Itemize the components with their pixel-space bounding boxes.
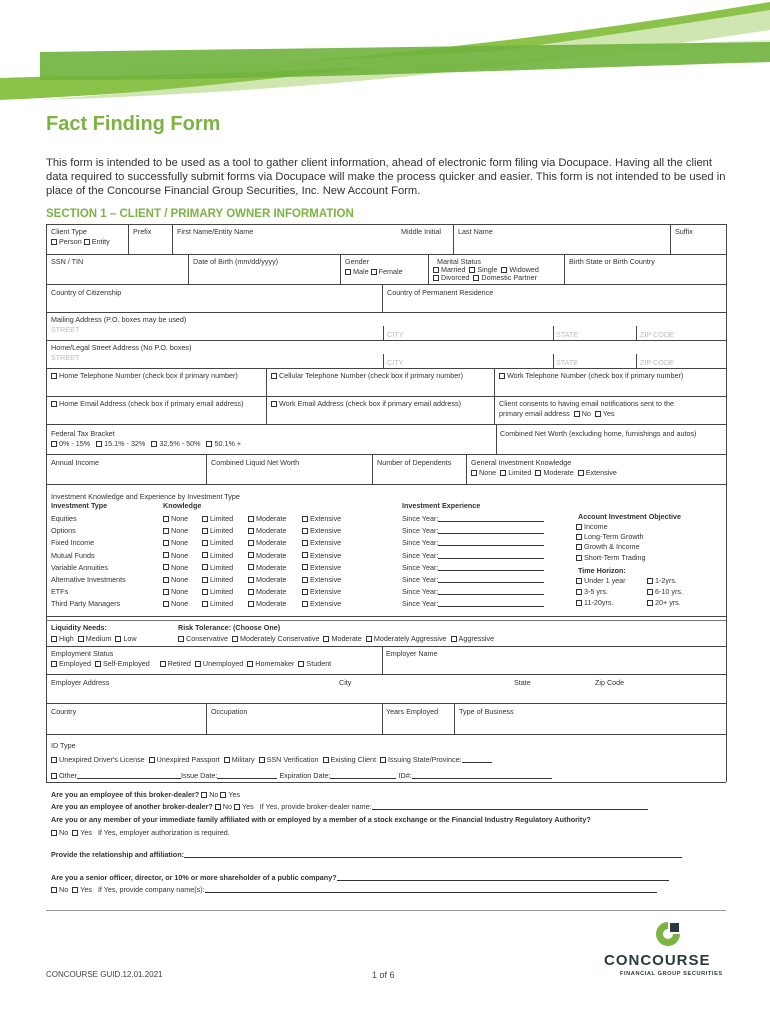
horizon-h1[interactable]: Under 1 year: [576, 576, 626, 585]
q4-row[interactable]: Provide the relationship and affiliation:: [51, 850, 682, 859]
suffix-field[interactable]: Suffix: [675, 227, 693, 236]
partner-checkbox[interactable]: [473, 275, 479, 281]
inv-type-label: Third Party Managers: [51, 599, 121, 609]
id-type-options[interactable]: Unexpired Driver's License Unexpired Passport Military SSN Verification Existing Client Issuing State/Province:: [51, 755, 492, 764]
annual-income-field[interactable]: Annual Income: [51, 458, 99, 467]
business-type-field[interactable]: Type of Business: [459, 707, 514, 716]
since-year-field[interactable]: Since Year:: [402, 551, 544, 560]
since-year-input[interactable]: [438, 538, 544, 546]
since-year-input[interactable]: [438, 526, 544, 534]
inv-e-checkbox[interactable]: [302, 552, 308, 558]
q2-no-checkbox[interactable]: [215, 804, 221, 810]
inv-e-checkbox[interactable]: [302, 564, 308, 570]
obj-stt-checkbox[interactable]: [576, 555, 582, 561]
objective-income[interactable]: Income: [576, 522, 608, 531]
inv-n-checkbox[interactable]: [163, 552, 169, 558]
gk-extensive-checkbox[interactable]: [578, 470, 584, 476]
inv-type-header: Investment Type: [51, 501, 108, 510]
inv-level-option[interactable]: None: [163, 514, 188, 523]
inv-l-checkbox[interactable]: [202, 528, 208, 534]
inv-type-label: Alternative Investments: [51, 575, 126, 584]
other-input[interactable]: [77, 771, 181, 779]
employment-options[interactable]: Employed Self-Employed Retired Unemployed Homemaker Student: [51, 659, 331, 668]
employer-name-field[interactable]: Employer Name: [386, 649, 438, 658]
inv-level-option[interactable]: Limited: [202, 526, 233, 535]
liq-high-checkbox[interactable]: [51, 636, 57, 642]
inv-e-checkbox[interactable]: [302, 516, 308, 522]
married-checkbox[interactable]: [433, 267, 439, 273]
q3-yes-checkbox[interactable]: [72, 830, 78, 836]
employer-city-field[interactable]: City: [339, 678, 352, 687]
issuing-input[interactable]: [462, 755, 492, 763]
inv-level-option[interactable]: Extensive: [302, 575, 341, 584]
dob-field[interactable]: Date of Birth (mm/dd/yyyy): [193, 257, 279, 266]
entity-checkbox[interactable]: [84, 239, 90, 245]
horizon-h5[interactable]: 11-20yrs.: [576, 598, 613, 607]
objective-label: Account Investment Objective: [578, 512, 682, 521]
emp-unemployed-checkbox[interactable]: [195, 661, 201, 667]
since-year-input[interactable]: [438, 551, 544, 559]
id-other-row[interactable]: Other Issue Date: Expiration Date: ID#:: [51, 771, 552, 780]
header-banner: [0, 0, 770, 100]
h1-checkbox[interactable]: [576, 578, 582, 584]
inv-level-option[interactable]: Limited: [202, 575, 233, 584]
client-type-options[interactable]: Person Entity: [51, 237, 110, 246]
inv-level-option[interactable]: Limited: [202, 563, 233, 572]
page-title: Fact Finding Form: [46, 113, 221, 135]
tax-bracket-options[interactable]: 0% - 15% 15.1% - 32% 32.5% - 50% 50.1% +: [51, 439, 241, 448]
inv-m-checkbox[interactable]: [248, 589, 254, 595]
risk-options[interactable]: Conservative Moderately Conservative Moderate Moderately Aggressive Aggressive: [178, 634, 494, 643]
work-tel-field[interactable]: Work Telephone Number (check box if primary number): [499, 371, 683, 380]
id-passport-checkbox[interactable]: [149, 757, 155, 763]
liquid-net-worth-field[interactable]: Combined Liquid Net Worth: [211, 458, 300, 467]
home-tel-field[interactable]: Home Telephone Number (check box if primary number): [51, 371, 238, 380]
q5-yes-checkbox[interactable]: [72, 887, 78, 893]
id-issuing-checkbox[interactable]: [380, 757, 386, 763]
country-field[interactable]: Country: [51, 707, 77, 716]
since-year-input[interactable]: [438, 563, 544, 571]
since-year-field[interactable]: Since Year:: [402, 587, 544, 596]
emp-self-checkbox[interactable]: [95, 661, 101, 667]
inv-level-option[interactable]: Moderate: [248, 563, 286, 572]
prefix-field[interactable]: Prefix: [133, 227, 152, 236]
tax4-checkbox[interactable]: [206, 441, 212, 447]
inv-level-option[interactable]: Moderate: [248, 599, 286, 608]
emp-student-checkbox[interactable]: [298, 661, 304, 667]
intro-text: This form is intended to be used as a tool to gather client information, ahead of electronic form filing via Docupace. Having all the client data required to successfully submit forms via Docupace will make the process quicker and easier. This form is not intended to be used in place of the Concourse Financial Group Securities, Inc. New Account Form.: [46, 157, 726, 197]
inv-header: Investment Knowledge and Experience by Investment Type: [51, 492, 240, 501]
q1-yes-checkbox[interactable]: [220, 792, 226, 798]
inv-n-checkbox[interactable]: [163, 577, 169, 583]
gen-knowledge-options[interactable]: None Limited Moderate Extensive: [471, 468, 617, 477]
inv-l-checkbox[interactable]: [202, 516, 208, 522]
id-military-checkbox[interactable]: [224, 757, 230, 763]
home-address-label: Home/Legal Street Address (No P.O. boxes): [51, 343, 192, 352]
birth-state-field[interactable]: Birth State or Birth Country: [569, 257, 655, 266]
mailing-city[interactable]: CITY: [387, 330, 404, 339]
inv-n-checkbox[interactable]: [163, 601, 169, 607]
inv-l-checkbox[interactable]: [202, 577, 208, 583]
since-year-field[interactable]: Since Year:: [402, 514, 544, 523]
since-year-input[interactable]: [438, 599, 544, 607]
inv-m-checkbox[interactable]: [248, 540, 254, 546]
obj-income-checkbox[interactable]: [576, 524, 582, 530]
horizon-h3[interactable]: 3-5 yrs.: [576, 587, 608, 596]
inv-type-label: Fixed Income: [51, 538, 95, 548]
inv-level-option[interactable]: None: [163, 538, 188, 547]
employer-state-field[interactable]: State: [514, 678, 531, 687]
tax2-checkbox[interactable]: [96, 441, 102, 447]
q2-input[interactable]: [372, 802, 648, 810]
since-year-field[interactable]: Since Year:: [402, 599, 544, 608]
work-tel-checkbox[interactable]: [499, 373, 505, 379]
q2-yes-checkbox[interactable]: [234, 804, 240, 810]
inv-e-checkbox[interactable]: [302, 540, 308, 546]
inv-type-label: Options: [51, 526, 76, 536]
dependents-field[interactable]: Number of Dependents: [377, 458, 452, 467]
tax3-checkbox[interactable]: [151, 441, 157, 447]
single-checkbox[interactable]: [469, 267, 475, 273]
inv-type-label: Mutual Funds: [51, 550, 95, 560]
id-ssn-checkbox[interactable]: [259, 757, 265, 763]
q3-options[interactable]: No Yes If Yes, employer authorization is required.: [51, 828, 230, 837]
since-year-field[interactable]: Since Year:: [402, 526, 544, 535]
exp-date-input[interactable]: [330, 771, 396, 779]
inv-level-option[interactable]: Limited: [202, 587, 233, 596]
footer-code: CONCOURSE GUID.12.01.2021: [46, 970, 163, 979]
inv-e-checkbox[interactable]: [302, 601, 308, 607]
inv-l-checkbox[interactable]: [202, 552, 208, 558]
inv-experience-header: Investment Experience: [402, 501, 481, 510]
concourse-logo-icon: [654, 920, 682, 948]
inv-m-checkbox[interactable]: [248, 577, 254, 583]
inv-type-label: Equities: [51, 514, 77, 523]
inv-m-checkbox[interactable]: [248, 528, 254, 534]
inv-level-option[interactable]: Moderate: [248, 587, 286, 596]
employment-label: Employment Status: [51, 649, 114, 658]
email-consent-text: Client consents to having email notifications sent to the: [499, 399, 674, 408]
q5-input[interactable]: [205, 885, 657, 893]
inv-n-checkbox[interactable]: [163, 528, 169, 534]
inv-level-option[interactable]: Extensive: [302, 538, 341, 547]
objective-ltg[interactable]: Long-Term Growth: [576, 532, 644, 541]
years-employed-field[interactable]: Years Employed: [386, 707, 439, 716]
inv-level-option[interactable]: Extensive: [302, 599, 341, 608]
q4-input[interactable]: [184, 850, 682, 858]
horizon-h2[interactable]: 1-2yrs.: [647, 576, 677, 585]
home-street[interactable]: STREET: [51, 353, 80, 362]
obj-gi-checkbox[interactable]: [576, 544, 582, 550]
inv-level-option[interactable]: None: [163, 599, 188, 608]
inv-level-option[interactable]: Extensive: [302, 563, 341, 572]
h4-checkbox[interactable]: [647, 589, 653, 595]
id-type-label: ID Type: [51, 741, 76, 750]
inv-level-option[interactable]: Extensive: [302, 587, 341, 596]
client-type-label: Client Type: [51, 227, 87, 236]
home-email-field[interactable]: Home Email Address (check box if primary email address): [51, 399, 244, 408]
q5-no-checkbox[interactable]: [51, 887, 57, 893]
risk-mod-checkbox[interactable]: [323, 636, 329, 642]
marital-options-2[interactable]: Divorced Domestic Partner: [433, 273, 537, 282]
cell-tel-checkbox[interactable]: [271, 373, 277, 379]
gk-moderate-checkbox[interactable]: [535, 470, 541, 476]
inv-level-option[interactable]: None: [163, 587, 188, 596]
inv-level-option[interactable]: Limited: [202, 514, 233, 523]
home-city[interactable]: CITY: [387, 358, 404, 367]
home-tel-checkbox[interactable]: [51, 373, 57, 379]
q3-text: Are you or any member of your immediate family affiliated with or employed by a member of a stock exchange or the Financial Industry Regulatory Authority?: [51, 815, 591, 824]
mailing-zip[interactable]: ZIP CODE: [640, 330, 674, 339]
section-1-title: SECTION 1 – CLIENT / PRIMARY OWNER INFORMATION: [46, 208, 354, 220]
h3-checkbox[interactable]: [576, 589, 582, 595]
h6-checkbox[interactable]: [647, 600, 653, 606]
risk-modagg-checkbox[interactable]: [366, 636, 372, 642]
inv-level-option[interactable]: Moderate: [248, 551, 286, 560]
inv-level-option[interactable]: Moderate: [248, 538, 286, 547]
tax1-checkbox[interactable]: [51, 441, 57, 447]
inv-level-option[interactable]: Extensive: [302, 514, 341, 523]
inv-e-checkbox[interactable]: [302, 589, 308, 595]
horizon-h4[interactable]: 6-10 yrs.: [647, 587, 683, 596]
emp-employed-checkbox[interactable]: [51, 661, 57, 667]
mailing-state[interactable]: STATE: [556, 330, 579, 339]
consent-yes-checkbox[interactable]: [595, 411, 601, 417]
marital-options-1[interactable]: Married Single Widowed: [433, 265, 539, 274]
mailing-street[interactable]: STREET: [51, 325, 80, 334]
liquidity-label: Liquidity Needs:: [51, 623, 107, 632]
marital-label: Marital Status: [437, 257, 481, 266]
inv-l-checkbox[interactable]: [202, 601, 208, 607]
net-worth-field[interactable]: Combined Net Worth (excluding home, furnishings and autos): [500, 429, 697, 438]
objective-gi[interactable]: Growth & Income: [576, 542, 640, 551]
first-name-field[interactable]: First Name/Entity Name: [177, 227, 254, 236]
q1-row[interactable]: Are you an employee of this broker-dealer? No Yes: [51, 790, 241, 799]
gender-label: Gender: [345, 257, 369, 266]
inv-l-checkbox[interactable]: [202, 589, 208, 595]
cell-tel-field[interactable]: Cellular Telephone Number (check box if primary number): [271, 371, 463, 380]
since-year-field[interactable]: Since Year:: [402, 538, 544, 547]
inv-level-option[interactable]: Extensive: [302, 551, 341, 560]
inv-l-checkbox[interactable]: [202, 564, 208, 570]
since-year-field[interactable]: Since Year:: [402, 575, 544, 584]
liquidity-options[interactable]: High Medium Low: [51, 634, 137, 643]
employer-address-field[interactable]: Employer Address: [51, 678, 110, 687]
divorced-checkbox[interactable]: [433, 275, 439, 281]
page-number: 1 of 6: [372, 970, 395, 980]
objective-stt[interactable]: Short-Term Trading: [576, 553, 646, 562]
issue-date-input[interactable]: [217, 771, 277, 779]
email-consent-options[interactable]: primary email address No Yes: [499, 409, 615, 418]
inv-level-option[interactable]: Moderate: [248, 575, 286, 584]
inv-level-option[interactable]: Moderate: [248, 526, 286, 535]
home-zip[interactable]: ZIP CODE: [640, 358, 674, 367]
inv-l-checkbox[interactable]: [202, 540, 208, 546]
home-state[interactable]: STATE: [556, 358, 579, 367]
consent-no-checkbox[interactable]: [574, 411, 580, 417]
inv-level-option[interactable]: Limited: [202, 551, 233, 560]
male-checkbox[interactable]: [345, 269, 351, 275]
citizenship-field[interactable]: Country of Citizenship: [51, 288, 122, 297]
gen-knowledge-label: General Investment Knowledge: [471, 458, 572, 467]
obj-ltg-checkbox[interactable]: [576, 534, 582, 540]
inv-level-option[interactable]: Extensive: [302, 526, 341, 535]
occupation-field[interactable]: Occupation: [211, 707, 248, 716]
gender-options[interactable]: Male Female: [345, 267, 403, 276]
q5-text: Are you a senior officer, director, or 10% or more shareholder of a public company?: [51, 873, 669, 882]
since-year-input[interactable]: [438, 587, 544, 595]
q2-row[interactable]: Are you an employee of another broker-dealer? No Yes If Yes, provide broker-dealer name:: [51, 802, 648, 811]
tax-bracket-label: Federal Tax Bracket: [51, 429, 115, 438]
inv-level-option[interactable]: None: [163, 575, 188, 584]
inv-level-option[interactable]: None: [163, 551, 188, 560]
inv-m-checkbox[interactable]: [248, 601, 254, 607]
mailing-label: Mailing Address (P.O. boxes may be used): [51, 315, 187, 324]
middle-initial-field[interactable]: Middle Initial: [401, 227, 441, 236]
id-number-input[interactable]: [412, 771, 552, 779]
id-other-checkbox[interactable]: [51, 773, 57, 779]
work-email-checkbox[interactable]: [271, 401, 277, 407]
inv-n-checkbox[interactable]: [163, 516, 169, 522]
inv-level-option[interactable]: Moderate: [248, 514, 286, 523]
inv-type-label: Variable Annuities: [51, 562, 109, 572]
widowed-checkbox[interactable]: [501, 267, 507, 273]
horizon-label: Time Horizon:: [578, 566, 626, 575]
since-year-input[interactable]: [438, 514, 544, 522]
risk-cons-checkbox[interactable]: [178, 636, 184, 642]
person-checkbox[interactable]: [51, 239, 57, 245]
q5-line[interactable]: [337, 873, 669, 881]
id-dl-checkbox[interactable]: [51, 757, 57, 763]
inv-n-checkbox[interactable]: [163, 540, 169, 546]
liq-medium-checkbox[interactable]: [78, 636, 84, 642]
h5-checkbox[interactable]: [576, 600, 582, 606]
inv-e-checkbox[interactable]: [302, 577, 308, 583]
inv-e-checkbox[interactable]: [302, 528, 308, 534]
residence-field[interactable]: Country of Permanent Residence: [387, 288, 494, 297]
inv-m-checkbox[interactable]: [248, 564, 254, 570]
home-email-checkbox[interactable]: [51, 401, 57, 407]
employer-zip-field[interactable]: Zip Code: [595, 678, 625, 687]
inv-level-option[interactable]: None: [163, 563, 188, 572]
emp-retired-checkbox[interactable]: [160, 661, 166, 667]
inv-level-option[interactable]: Limited: [202, 599, 233, 608]
gk-limited-checkbox[interactable]: [500, 470, 506, 476]
gk-none-checkbox[interactable]: [471, 470, 477, 476]
logo-tagline: FINANCIAL GROUP SECURITIES: [620, 971, 723, 977]
inv-type-label: ETFs: [51, 587, 69, 597]
id-existing-checkbox[interactable]: [323, 757, 329, 763]
emp-homemaker-checkbox[interactable]: [247, 661, 253, 667]
ssn-field[interactable]: SSN / TIN: [51, 257, 84, 266]
risk-agg-checkbox[interactable]: [451, 636, 457, 642]
liq-low-checkbox[interactable]: [115, 636, 121, 642]
logo-wordmark: CONCOURSE: [604, 952, 711, 969]
horizon-h6[interactable]: 20+ yrs.: [647, 598, 681, 607]
since-year-input[interactable]: [438, 575, 544, 583]
inv-n-checkbox[interactable]: [163, 589, 169, 595]
q3-no-checkbox[interactable]: [51, 830, 57, 836]
inv-m-checkbox[interactable]: [248, 552, 254, 558]
risk-modcons-checkbox[interactable]: [232, 636, 238, 642]
inv-n-checkbox[interactable]: [163, 564, 169, 570]
risk-label: Risk Tolerance: (Choose One): [178, 623, 281, 632]
female-checkbox[interactable]: [371, 269, 377, 275]
q1-no-checkbox[interactable]: [201, 792, 207, 798]
last-name-field[interactable]: Last Name: [458, 227, 493, 236]
inv-m-checkbox[interactable]: [248, 516, 254, 522]
inv-level-option[interactable]: None: [163, 526, 188, 535]
inv-knowledge-header: Knowledge: [163, 501, 202, 510]
q5-options[interactable]: No Yes If Yes, provide company name(s):: [51, 885, 657, 894]
work-email-field[interactable]: Work Email Address (check box if primary email address): [271, 399, 461, 408]
since-year-field[interactable]: Since Year:: [402, 563, 544, 572]
h2-checkbox[interactable]: [647, 578, 653, 584]
inv-level-option[interactable]: Limited: [202, 538, 233, 547]
